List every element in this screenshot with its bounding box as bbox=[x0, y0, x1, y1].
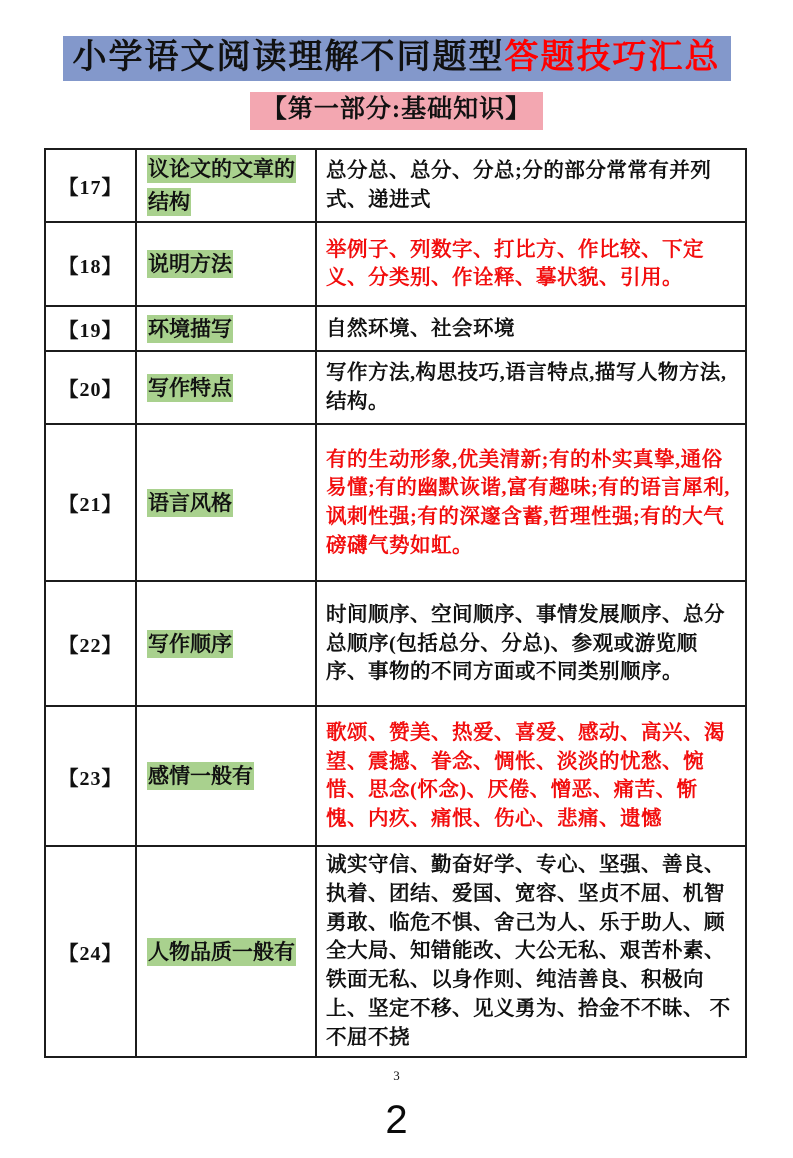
row-content: 写作方法,构思技巧,语言特点,描写人物方法,结构。 bbox=[316, 351, 746, 424]
row-topic-text: 写作特点 bbox=[148, 375, 232, 400]
table-row bbox=[45, 846, 746, 1057]
page-title bbox=[0, 36, 793, 81]
section-header bbox=[0, 92, 793, 130]
page-title-red-text: 答题技巧汇总 bbox=[504, 39, 721, 76]
row-content: 歌颂、赞美、热爱、喜爱、感动、高兴、渴望、震撼、眷念、惆怅、淡淡的忧愁、惋惜、思念(怀念)、厌倦、憎恶、痛苦、惭愧、内疚、痛恨、伤心、悲痛、遗憾 bbox=[316, 706, 746, 846]
row-topic-text: 人物品质一般有 bbox=[148, 939, 295, 964]
row-topic-text: 写作顺序 bbox=[148, 631, 232, 656]
page-title-highlight bbox=[63, 36, 731, 81]
row-topic bbox=[136, 424, 316, 581]
section-header-text: 【第一部分:基础知识】 bbox=[250, 92, 543, 130]
table-row bbox=[45, 351, 746, 424]
row-number: 【23】 bbox=[45, 706, 136, 846]
row-topic bbox=[136, 222, 316, 306]
row-topic-text: 说明方法 bbox=[148, 252, 232, 277]
row-content: 时间顺序、空间顺序、事情发展顺序、总分总顺序(包括总分、分总)、参观或游览顺序、事物的不同方面或不同类别顺序。 bbox=[316, 581, 746, 706]
outer-page-number: 2 bbox=[385, 1098, 408, 1143]
row-content: 有的生动形象,优美清新;有的朴实真挚,通俗易懂;有的幽默诙谐,富有趣味;有的语言犀利,讽刺性强;有的深邃含蓄,哲理性强;有的大气磅礴气势如虹。 bbox=[316, 424, 746, 581]
row-content: 自然环境、社会环境 bbox=[316, 306, 746, 351]
row-number: 【21】 bbox=[45, 424, 136, 581]
row-topic-text: 环境描写 bbox=[148, 316, 232, 341]
table-row bbox=[45, 222, 746, 306]
row-content: 诚实守信、勤奋好学、专心、坚强、善良、执着、团结、爱国、宽容、坚贞不屈、机智勇敢、临危不惧、舍己为人、乐于助人、顾全大局、知错能改、大公无私、艰苦朴素、铁面无私、以身作则、纯洁善良、积极向上、坚定不移、见义勇为、拾金不不昧、 不不屈不挠 bbox=[316, 846, 746, 1057]
page-title-black-text: 小学语文阅读理解不同题型 bbox=[72, 39, 505, 76]
row-number: 【20】 bbox=[45, 351, 136, 424]
row-topic bbox=[136, 581, 316, 706]
row-number: 【22】 bbox=[45, 581, 136, 706]
row-content: 总分总、总分、分总;分的部分常常有并列式、递进式 bbox=[316, 149, 746, 222]
row-number: 【24】 bbox=[45, 846, 136, 1057]
row-topic-text: 语言风格 bbox=[148, 490, 232, 515]
row-number: 【18】 bbox=[45, 222, 136, 306]
row-topic-text: 议论文的文章的结构 bbox=[148, 157, 295, 214]
table-row bbox=[45, 424, 746, 581]
table-row bbox=[45, 306, 746, 351]
row-topic-text: 感情一般有 bbox=[148, 764, 253, 789]
row-number: 【19】 bbox=[45, 306, 136, 351]
row-topic bbox=[136, 846, 316, 1057]
row-content: 举例子、列数字、打比方、作比较、下定义、分类别、作诠释、摹状貌、引用。 bbox=[316, 222, 746, 306]
table-row bbox=[45, 706, 746, 846]
techniques-table bbox=[44, 148, 747, 1058]
inner-page-number: 3 bbox=[393, 1068, 400, 1084]
row-topic bbox=[136, 706, 316, 846]
row-topic bbox=[136, 351, 316, 424]
row-number: 【17】 bbox=[45, 149, 136, 222]
table-row bbox=[45, 149, 746, 222]
row-topic bbox=[136, 306, 316, 351]
table-row bbox=[45, 581, 746, 706]
row-topic bbox=[136, 149, 316, 222]
